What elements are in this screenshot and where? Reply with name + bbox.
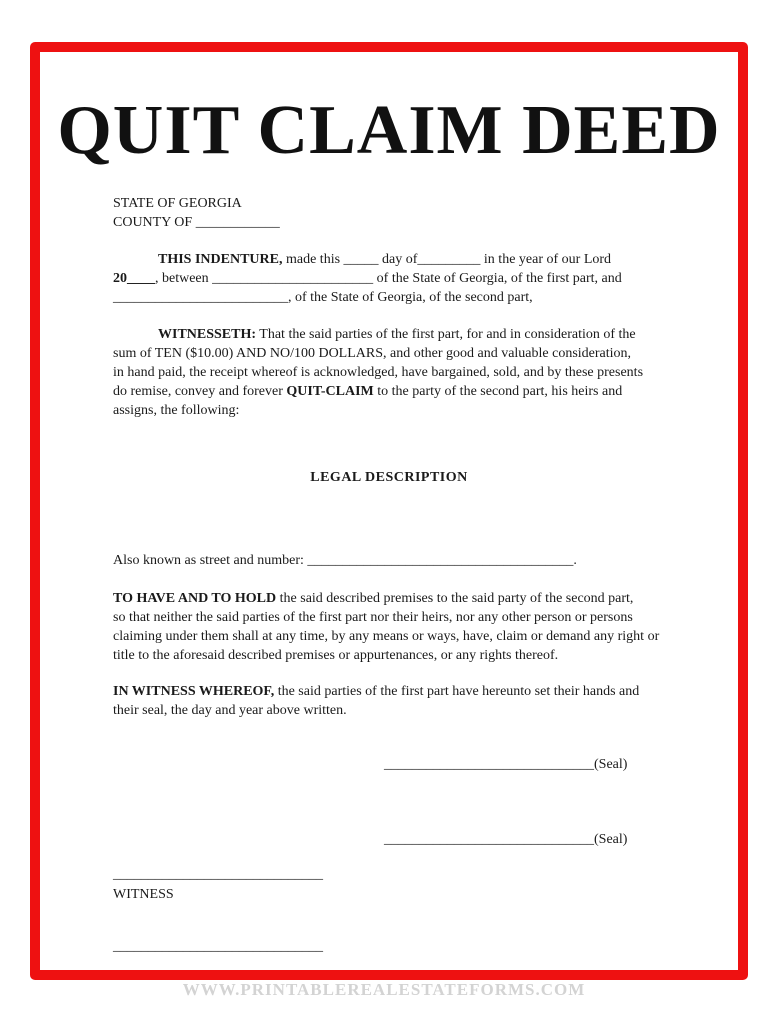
indenture-line-1: THIS INDENTURE, made this _____ day of_________ in the year of our Lord xyxy=(158,252,612,267)
first-party-blank: _______________________ xyxy=(212,271,374,286)
quit-claim-term: QUIT-CLAIM xyxy=(286,384,374,399)
county-line: COUNTY OF ____________ xyxy=(113,215,280,230)
testimonium-line-2: their seal, the day and year above written. xyxy=(113,703,347,718)
indenture-label: THIS INDENTURE, xyxy=(158,252,283,267)
habendum-line-2: so that neither the said parties of the first part nor their heirs, nor any other person or persons xyxy=(113,610,633,625)
witness-signature-line-1: ______________________________ xyxy=(113,867,323,882)
indenture-line-2: 20____, between _______________________ of the State of Georgia, of the first part, and xyxy=(113,271,622,286)
witnesseth-line-3: in hand paid, the receipt whereof is acknowledged, have bargained, sold, and by these presents xyxy=(113,365,644,380)
witnesseth-line-5: assigns, the following: xyxy=(113,403,240,418)
website-footer: WWW.PRINTABLEREALESTATEFORMS.COM xyxy=(182,980,586,999)
testimonium-line-1: IN WITNESS WHEREOF, the said parties of the first part have hereunto set their hands and xyxy=(113,684,640,699)
legal-description-heading: LEGAL DESCRIPTION xyxy=(310,470,468,485)
document-title: QUIT CLAIM DEED xyxy=(57,92,721,169)
witness-label: WITNESS xyxy=(113,887,174,902)
witnesseth-label: WITNESSETH: xyxy=(158,327,257,342)
month-blank: _________ xyxy=(417,252,481,267)
indenture-line-3: _________________________, of the State of Georgia, of the second part, xyxy=(113,290,533,305)
day-blank: _____ xyxy=(343,252,379,267)
habendum-line-1: TO HAVE AND TO HOLD the said described premises to the said party of the second part, xyxy=(113,591,634,606)
document-border xyxy=(30,42,748,980)
seal-signature-2: ______________________________(Seal) xyxy=(384,832,628,847)
year-blank: 20____ xyxy=(113,271,155,286)
street-address-line: Also known as street and number: ______________________________________. xyxy=(113,553,577,568)
witness-signature-line-2: ______________________________ xyxy=(113,939,323,954)
state-line: STATE OF GEORGIA xyxy=(113,196,242,211)
street-address-blank: ______________________________________ xyxy=(307,553,574,568)
habendum-line-3: claiming under them shall at any time, by any means or ways, have, claim or demand any right or xyxy=(113,629,660,644)
seal-signature-1: ______________________________(Seal) xyxy=(384,757,628,772)
testimonium-label: IN WITNESS WHEREOF, xyxy=(113,684,275,699)
witnesseth-line-1: WITNESSETH: That the said parties of the first part, for and in consideration of the xyxy=(158,327,636,342)
witnesseth-line-4: do remise, convey and forever QUIT-CLAIM to the party of the second part, his heirs and xyxy=(113,384,623,399)
second-party-blank: _________________________ xyxy=(113,290,288,305)
habendum-line-4: title to the aforesaid described premises or appurtenances, or any rights thereof. xyxy=(113,648,559,663)
habendum-label: TO HAVE AND TO HOLD xyxy=(113,591,277,606)
witnesseth-line-2: sum of TEN ($10.00) AND NO/100 DOLLARS, and other good and valuable consideration, xyxy=(113,346,632,361)
